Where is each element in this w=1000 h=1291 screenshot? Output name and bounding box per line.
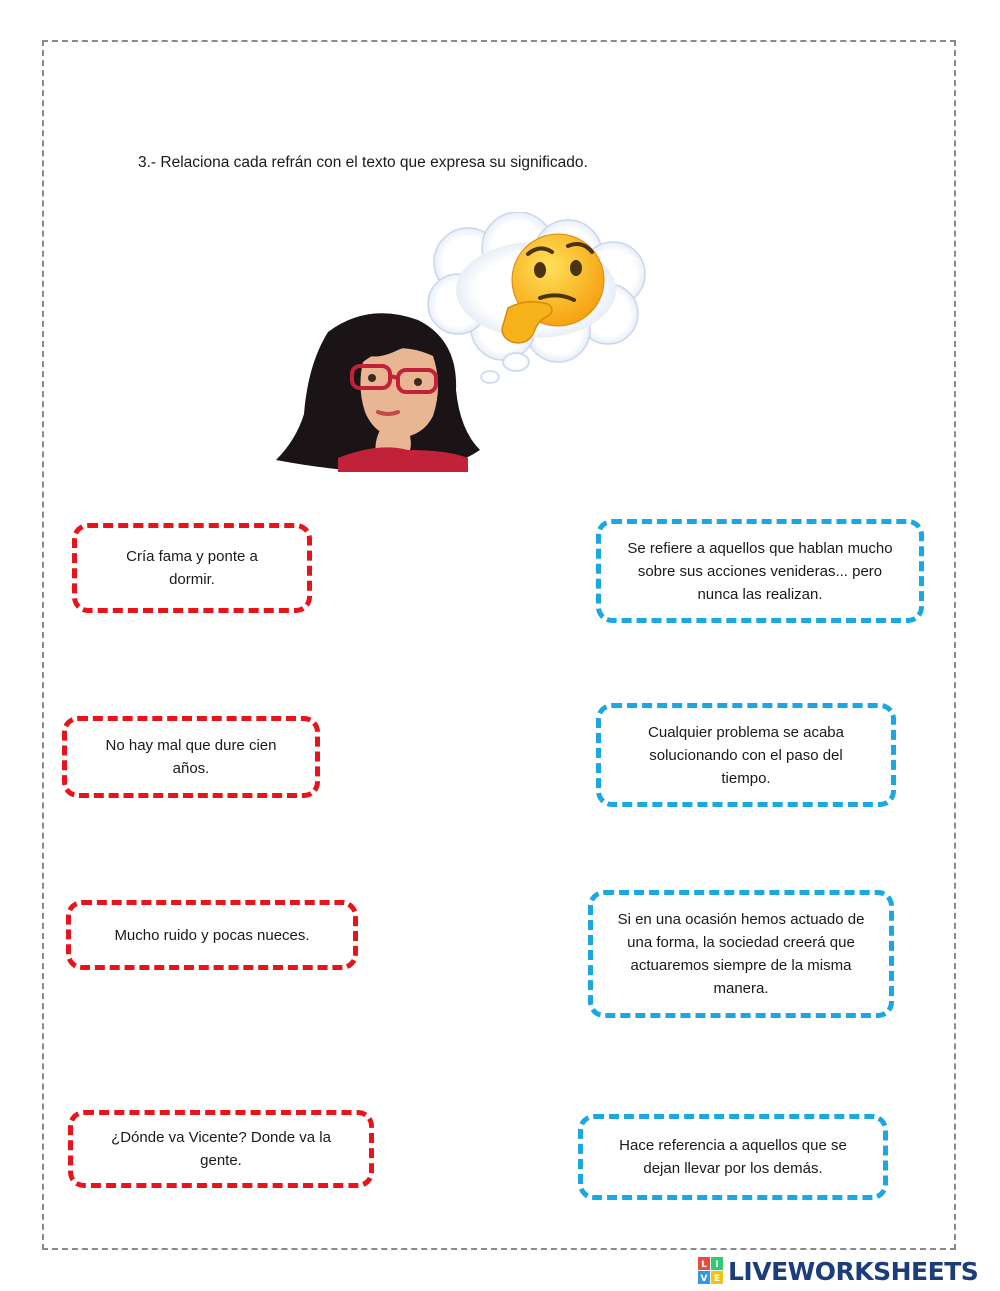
brand-name: LIVEWORKSHEETS: [728, 1256, 979, 1286]
meaning-card-2[interactable]: [596, 703, 896, 807]
liveworksheets-logo-icon: [698, 1257, 724, 1285]
instruction-text: 3.- Relaciona cada refrán con el texto que expresa su significado.: [138, 154, 588, 171]
proverb-card-4[interactable]: [68, 1110, 374, 1188]
girl-avatar-icon: [276, 313, 480, 472]
proverb-text: Mucho ruido y pocas nueces.: [114, 926, 310, 944]
meaning-card-3[interactable]: [588, 890, 894, 1018]
logo-letter: E: [713, 1274, 721, 1284]
proverb-text: No hay mal que dure cien años.: [105, 737, 277, 777]
meaning-text: Cualquier problema se acaba solucionando con el paso del tiempo.: [648, 723, 844, 787]
proverb-card-3[interactable]: [66, 900, 358, 970]
proverb-text: ¿Dónde va Vicente? Donde va la gente.: [111, 1129, 331, 1169]
thinking-girl-illustration: [268, 212, 688, 472]
logo-letter: V: [700, 1274, 708, 1284]
proverb-card-2[interactable]: [62, 716, 320, 798]
meaning-text: Si en una ocasión hemos actuado de una forma, la sociedad creerá que actuaremos siempre de la misma manera.: [617, 911, 865, 997]
logo-letter: L: [701, 1260, 707, 1270]
meaning-text: Se refiere a aquellos que hablan mucho sobre sus acciones venideras... pero nunca las realizan.: [627, 539, 893, 603]
liveworksheets-logo: [698, 1256, 978, 1286]
proverb-card-1[interactable]: [72, 523, 312, 613]
logo-letter: I: [715, 1260, 719, 1270]
proverb-text: Cría fama y ponte a dormir.: [126, 548, 258, 588]
meaning-card-1[interactable]: [596, 519, 924, 623]
meaning-text: Hace referencia a aquellos que se dejan llevar por los demás.: [619, 1137, 847, 1177]
meaning-card-4[interactable]: [578, 1114, 888, 1200]
